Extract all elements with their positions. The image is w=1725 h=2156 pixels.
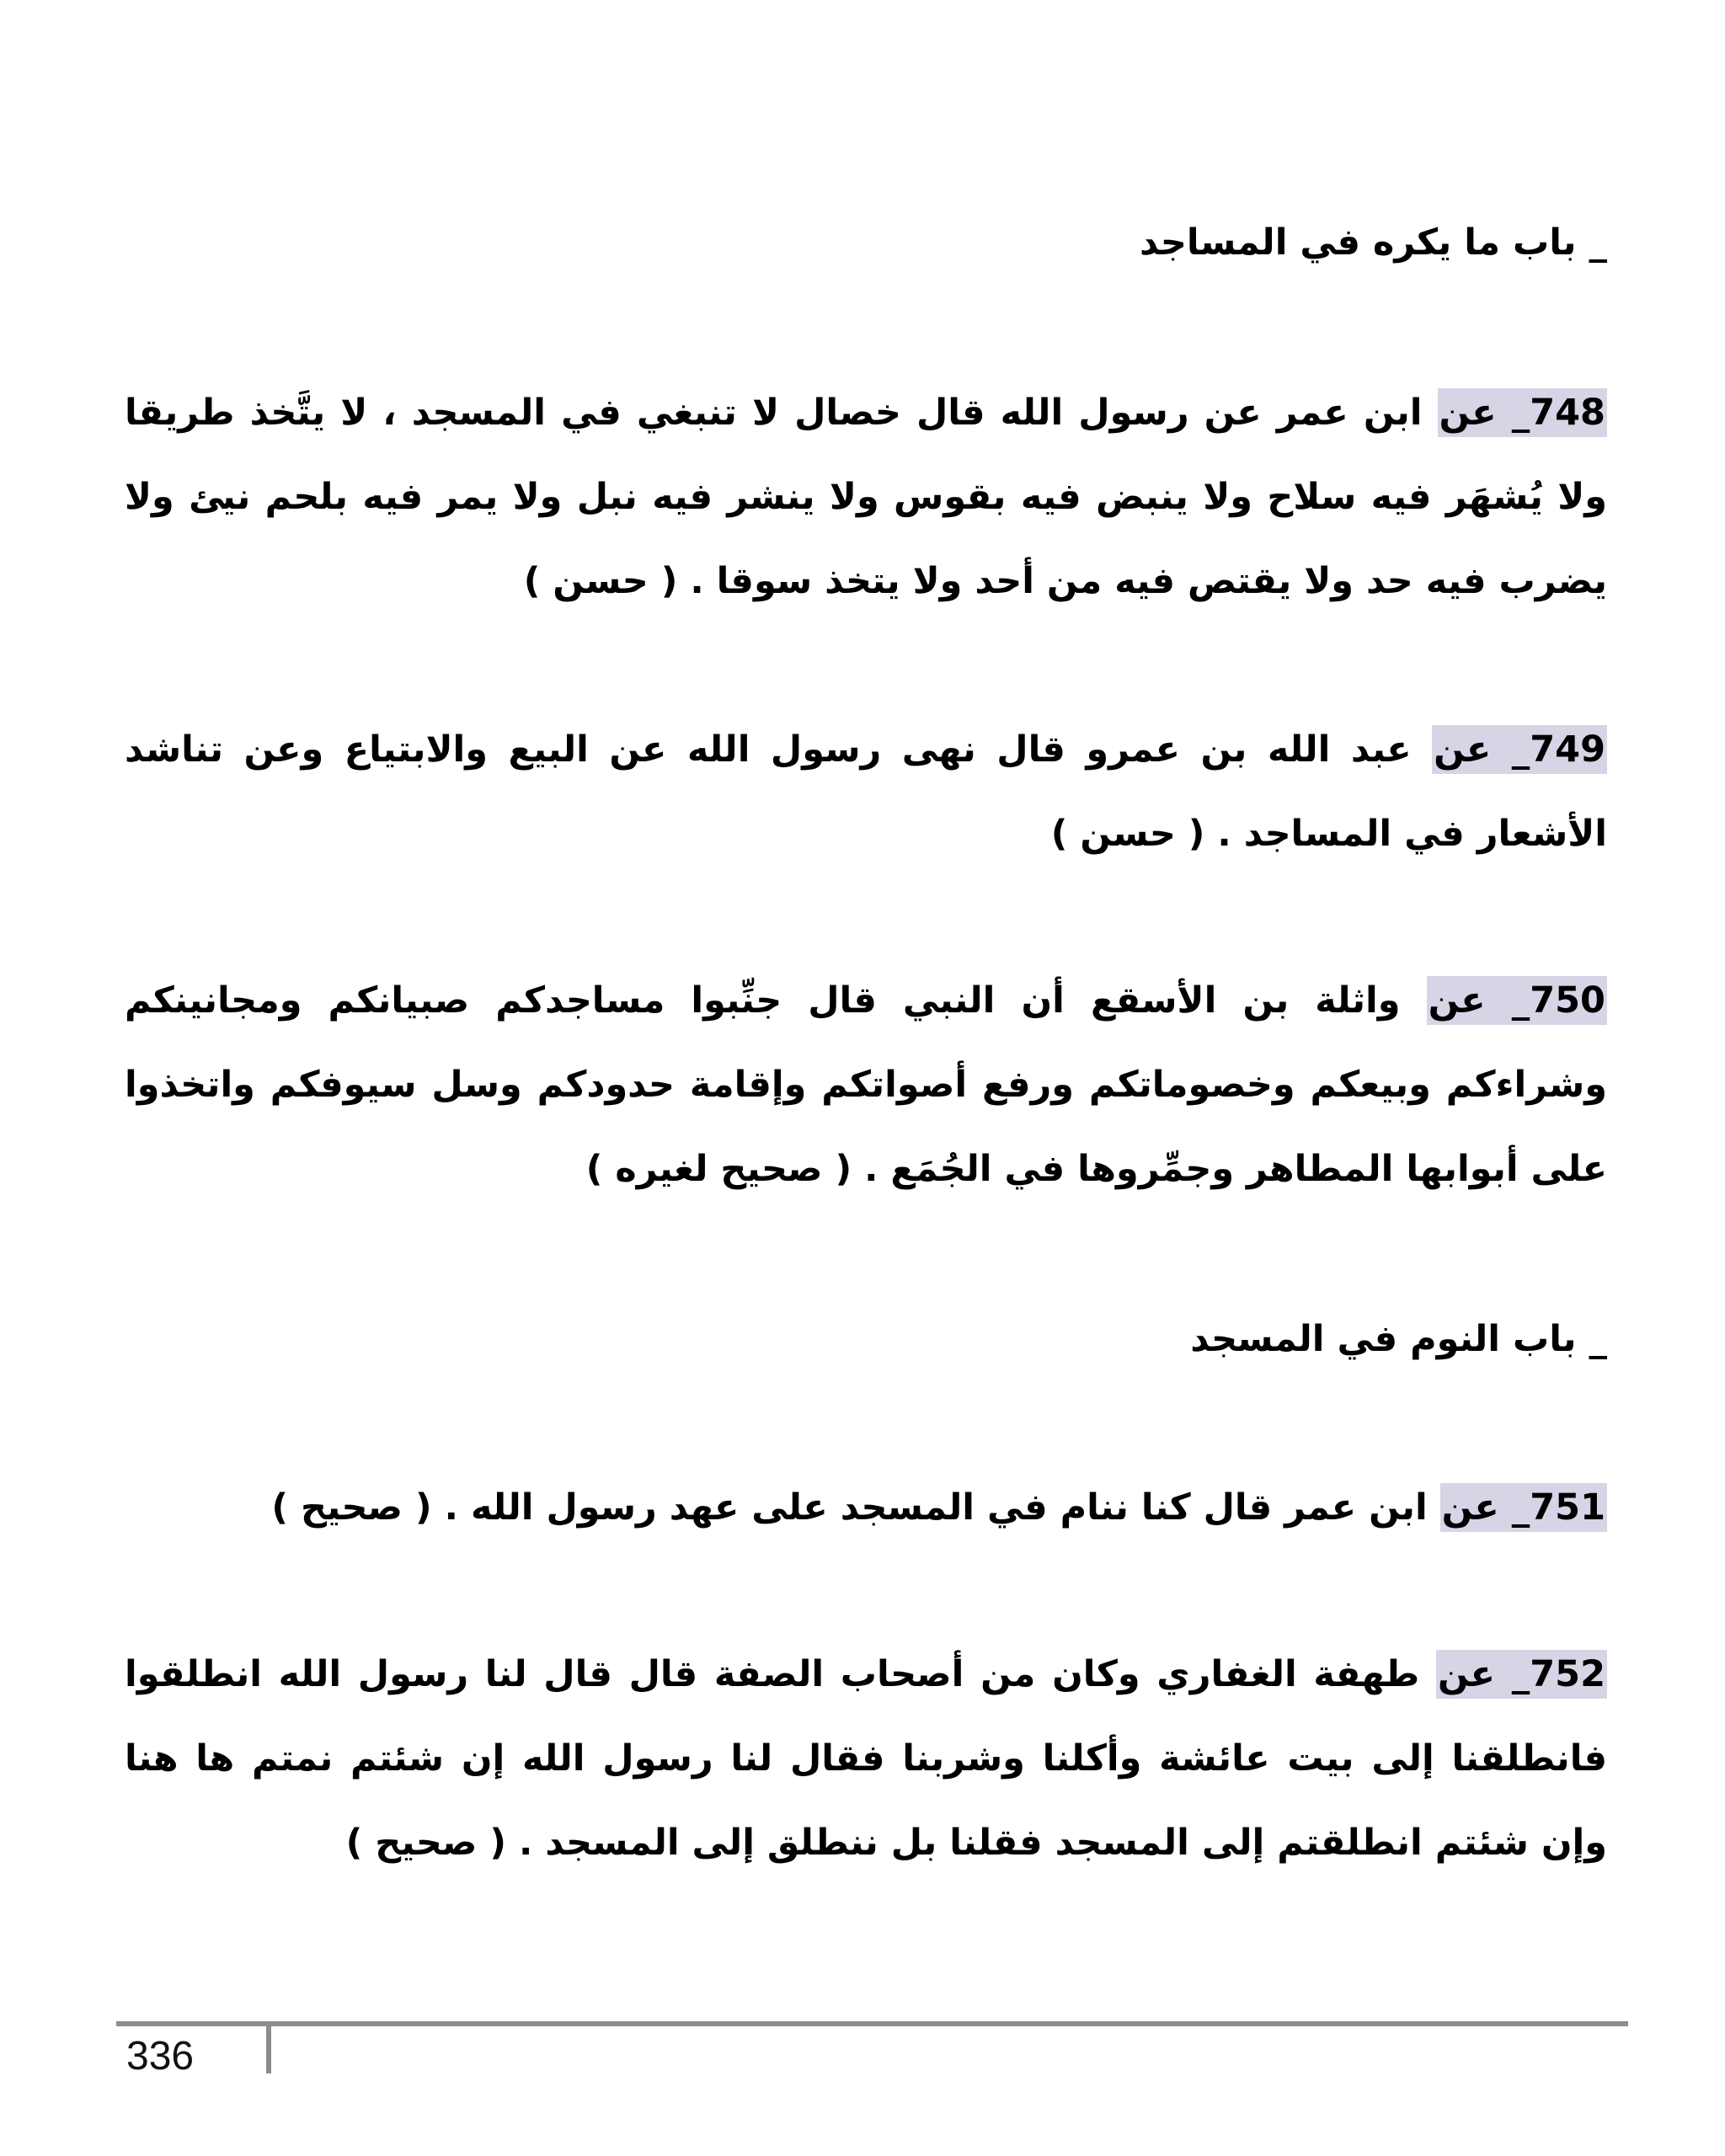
footer-divider-tick — [266, 2023, 271, 2073]
hadith-number: 750_ — [1511, 979, 1605, 1022]
hadith-text: عبد الله بن عمرو قال نهى رسول الله عن البيع والابتياع وعن تناشد الأشعار في المساجد . ( حسن ) — [125, 728, 1607, 855]
hadith-750 — [125, 958, 1607, 1211]
hadith-text: طهفة الغفاري وكان من أصحاب الصفة قال قال لنا رسول الله انطلقوا فانطلقنا إلى بيت عائشة وأكلنا وشربنا فقال لنا رسول الله إن شئتم نمتم ها هنا وإن شئتم انطلقتم إلى المسجد فقلنا بل ننطلق إلى المسجد . ( صحيح ) — [125, 1653, 1607, 1864]
hadith-751 — [125, 1465, 1607, 1550]
page-number: 336 — [126, 2034, 195, 2079]
hadith-text: ابن عمر قال كنا ننام في المسجد على عهد رسول الله . ( صحيح ) — [271, 1486, 1428, 1529]
hadith-label — [1436, 1650, 1607, 1699]
hadith-intro: عن — [1439, 392, 1497, 434]
hadith-text: ابن عمر عن رسول الله قال خصال لا تنبغي في المسجد ، لا يتَّخذ طريقا ولا يُشهَر فيه سلاح ولا ينبض فيه بقوس ولا ينشر فيه نبل ولا يمر فيه بلحم نيئ ولا يضرب فيه حد ولا يقتص فيه من أحد ولا يتخذ سوقا . ( حسن ) — [125, 392, 1607, 602]
hadith-intro: عن — [1428, 979, 1486, 1022]
hadith-748 — [125, 371, 1607, 623]
hadith-intro: عن — [1441, 1486, 1499, 1529]
hadith-number: 748_ — [1511, 392, 1605, 434]
footer-rule — [116, 2021, 1628, 2026]
hadith-number: 749_ — [1511, 728, 1605, 771]
section-heading-sleeping-in-mosque: _ باب النوم في المسجد — [1190, 1318, 1607, 1360]
hadith-intro: عن — [1437, 1653, 1496, 1695]
hadith-number: 751_ — [1511, 1486, 1605, 1529]
hadith-number: 752_ — [1511, 1653, 1605, 1695]
hadith-label — [1427, 976, 1607, 1025]
hadith-intro: عن — [1434, 728, 1492, 771]
hadith-label — [1440, 1483, 1607, 1532]
hadith-label — [1432, 725, 1607, 774]
hadith-752 — [125, 1632, 1607, 1885]
hadith-label — [1438, 388, 1607, 437]
section-heading-mosque-disliked: _ باب ما يكره في المساجد — [1139, 221, 1607, 264]
hadith-749 — [125, 707, 1607, 876]
hadith-text: واثلة بن الأسقع أن النبي قال جنِّبوا مساجدكم صبيانكم ومجانينكم وشراءكم وبيعكم وخصوماتكم ورفع أصواتكم وإقامة حدودكم وسل سيوفكم واتخذوا على أبوابها المطاهر وجمِّروها في الجُمَع . ( صحيح لغيره ) — [125, 979, 1607, 1190]
